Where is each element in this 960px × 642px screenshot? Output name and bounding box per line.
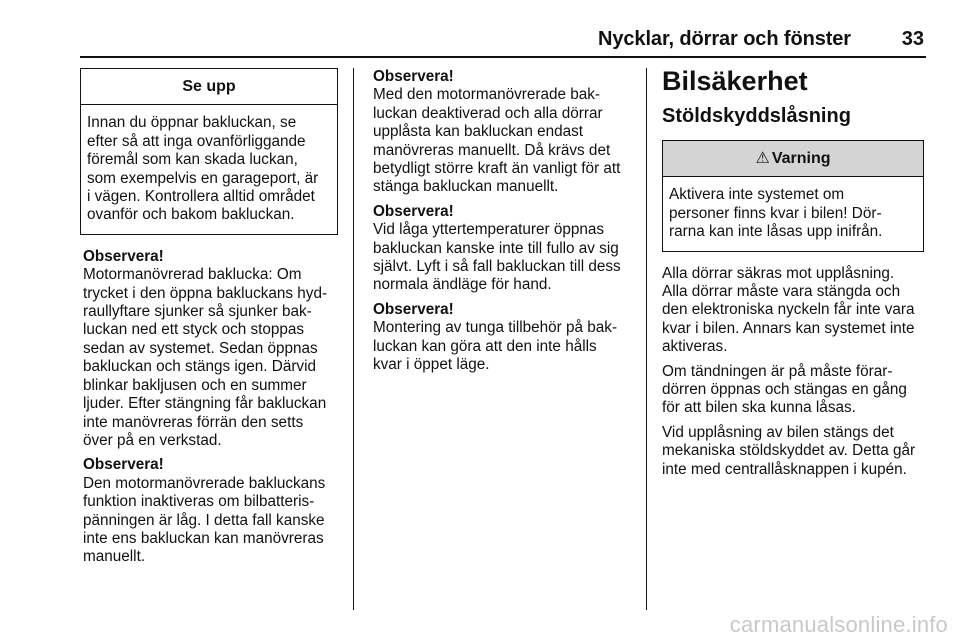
note-title: Observera! bbox=[373, 300, 454, 318]
text-line: Med den motormanövrerade bak- bbox=[373, 86, 601, 104]
text-line: blinkar bakljusen och en summer bbox=[83, 376, 307, 394]
text-line: Motormanövrerad baklucka: Om bbox=[83, 266, 302, 284]
text-line: stänga bakluckan manuellt. bbox=[373, 178, 559, 196]
column-3 bbox=[662, 66, 928, 485]
text-line: upplåsta kan bakluckan endast bbox=[373, 123, 584, 141]
text-line: personer finns kvar i bilen! Dör- bbox=[669, 204, 882, 222]
text-line: mekaniska stöldskyddet av. Detta går bbox=[662, 442, 916, 460]
text-line: Montering av tunga tillbehör på bak- bbox=[373, 319, 618, 337]
watermark: carmanualsonline.info bbox=[729, 612, 948, 637]
note-block bbox=[373, 203, 635, 295]
warning-box bbox=[662, 140, 924, 252]
text-line: trycket i den öppna bakluckans hyd- bbox=[83, 284, 328, 302]
section-subheading: Stöldskyddslåsning bbox=[662, 105, 851, 127]
caution-box bbox=[80, 68, 338, 235]
text-line: ovanför och bakom bakluckan. bbox=[87, 206, 295, 224]
text-line: den elektroniska nyckeln får inte vara bbox=[662, 301, 915, 319]
column-divider-2 bbox=[646, 68, 647, 610]
text-line: luckan ned ett styck och stoppas bbox=[83, 321, 305, 339]
text-line: självt. Lyft i så fall bakluckan till dess bbox=[373, 258, 621, 276]
paragraph bbox=[662, 265, 928, 357]
text-line: sedan av systemet. Sedan öppnas bbox=[83, 339, 318, 357]
text-line: Innan du öppnar bakluckan, se bbox=[87, 114, 297, 132]
text-line: efter så att inga ovanförliggande bbox=[87, 132, 306, 150]
note-block bbox=[80, 456, 338, 566]
text-line: Vid låga yttertemperaturer öppnas bbox=[373, 221, 605, 239]
caution-box-title: Se upp bbox=[81, 69, 337, 105]
text-line: föremål som kan skada luckan, bbox=[87, 151, 298, 169]
note-block bbox=[80, 248, 338, 450]
warning-box-body bbox=[663, 177, 923, 250]
warning-box-header bbox=[663, 141, 923, 177]
text-line: kvar i öppet läge. bbox=[373, 356, 490, 374]
note-block bbox=[373, 301, 635, 375]
text-line: inte med centrallåsknappen i kupén. bbox=[662, 460, 907, 478]
warning-box-title: Varning bbox=[771, 150, 831, 167]
text-line: inte ens bakluckan kan manövreras bbox=[83, 529, 324, 547]
text-line: Alla dörrar måste vara stängda och bbox=[662, 283, 901, 301]
text-line: Alla dörrar säkras mot upplåsning. bbox=[662, 264, 895, 282]
text-line: i vägen. Kontrollera alltid området bbox=[87, 188, 315, 206]
text-line: funktion inaktiveras om bilbatteris- bbox=[83, 493, 315, 511]
text-line: rarna kan inte låsas upp inifrån. bbox=[669, 223, 883, 241]
text-line: över på en verkstad. bbox=[83, 431, 222, 449]
text-line: raullyftare sjunker så sjunker bak- bbox=[83, 303, 312, 321]
note-title: Observera! bbox=[373, 68, 454, 85]
paragraph bbox=[662, 363, 928, 418]
text-line: manuellt. bbox=[83, 548, 146, 566]
text-line: manövreras manuellt. Då krävs det bbox=[373, 141, 611, 159]
text-line: för att bilen ska kunna låsas. bbox=[662, 399, 856, 417]
text-line: luckan kan göra att den inte hålls bbox=[373, 337, 597, 355]
paragraph bbox=[662, 424, 928, 479]
header-rule bbox=[80, 56, 926, 58]
text-line: Vid upplåsning av bilen stängs det bbox=[662, 423, 894, 441]
text-line: bakluckan kanske inte till fullo av sig bbox=[373, 239, 619, 257]
note-title: Observera! bbox=[373, 202, 454, 220]
note-title: Observera! bbox=[83, 456, 164, 474]
text-line: Den motormanövrerade bakluckans bbox=[83, 474, 326, 492]
column-divider-1 bbox=[353, 68, 354, 610]
caution-box-body bbox=[81, 105, 337, 233]
text-line: inte manövreras förrän den setts bbox=[83, 413, 304, 431]
text-line: som exempelvis en garageport, är bbox=[87, 169, 319, 187]
text-line: pänningen är låg. I detta fall kanske bbox=[83, 511, 325, 529]
section-title: Nycklar, dörrar och fönster bbox=[598, 28, 851, 50]
section-heading: Bilsäkerhet bbox=[662, 66, 808, 96]
text-line: normala ändläge för hand. bbox=[373, 276, 552, 294]
text-line: betydligt större kraft än vanligt för att bbox=[373, 160, 621, 178]
text-line: bakluckan och stängs igen. Därvid bbox=[83, 358, 316, 376]
note-title: Observera! bbox=[83, 247, 164, 265]
page-header bbox=[80, 28, 926, 56]
note-block bbox=[373, 68, 635, 197]
text-line: kvar i bilen. Annars kan systemet inte bbox=[662, 319, 915, 337]
text-line: luckan deaktiverad och alla dörrar bbox=[373, 104, 603, 122]
column-1 bbox=[80, 68, 338, 573]
page-number: 33 bbox=[901, 28, 924, 50]
text-line: Aktivera inte systemet om bbox=[669, 186, 845, 204]
text-line: Om tändningen är på måste förar- bbox=[662, 362, 893, 380]
text-line: ljuder. Efter stängning får bakluckan bbox=[83, 395, 327, 413]
column-2 bbox=[373, 68, 635, 381]
text-line: aktiveras. bbox=[662, 338, 728, 356]
text-line: dörren öppnas och stängas en gång bbox=[662, 381, 907, 399]
warning-triangle-icon: ⚠ bbox=[755, 150, 770, 167]
